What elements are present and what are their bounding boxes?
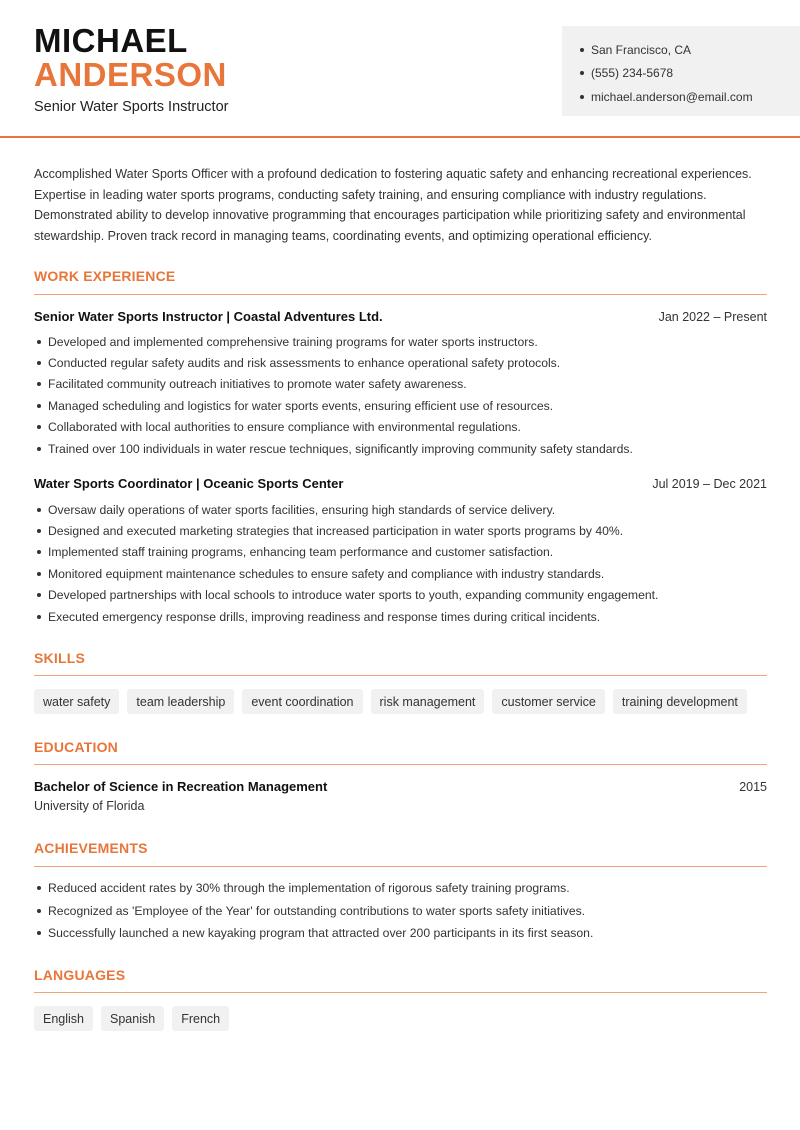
section-title-work: WORK EXPERIENCE	[34, 268, 176, 284]
language-tag: English	[34, 1006, 93, 1031]
list-item	[34, 417, 767, 438]
section-divider	[34, 764, 767, 765]
bullet-icon	[37, 886, 41, 890]
contact-email	[580, 85, 800, 109]
skill-tag: customer service	[492, 689, 604, 714]
bullet-text: Trained over 100 individuals in water rescue techniques, significantly improving community safety standards.	[48, 441, 633, 456]
section-title-languages: LANGUAGES	[34, 967, 126, 983]
bullet-icon	[37, 361, 41, 365]
resume-header	[0, 0, 800, 138]
bullet-icon	[580, 48, 584, 52]
bullet-icon	[37, 909, 41, 913]
bullet-text: Recognized as 'Employee of the Year' for outstanding contributions to water sports safety initiatives.	[48, 903, 586, 918]
professional-summary: Accomplished Water Sports Officer with a profound dedication to fostering aquatic safety and enhancing recreational experiences. Expertise in leading water sports programs, conducting safety training, and ensuring compliance with industry regulations. Demonstrated ability to develop innovative programming that encourages participation while prioritizing safety and environmental stewardship. Proven track record in managing teams, coordinating events, and optimizing operational efficiency.	[34, 167, 752, 243]
bullet-icon	[580, 71, 584, 75]
first-name: MICHAEL	[34, 22, 188, 59]
bullet-icon	[37, 404, 41, 408]
bullet-text: Executed emergency response drills, improving readiness and response times during critical incidents.	[48, 609, 601, 624]
section-title-achievements: ACHIEVEMENTS	[34, 840, 148, 856]
list-item	[34, 922, 767, 945]
bullet-text: Oversaw daily operations of water sports facilities, ensuring high standards of service delivery.	[48, 502, 556, 517]
job-bullets-2	[34, 499, 767, 627]
list-item	[34, 331, 767, 352]
email-text[interactable]: michael.anderson@email.com	[591, 89, 753, 104]
job-title: Senior Water Sports Instructor	[34, 99, 229, 115]
list-item	[34, 585, 767, 606]
skill-tag: event coordination	[242, 689, 362, 714]
list-item	[34, 395, 767, 416]
bullet-icon	[37, 340, 41, 344]
job-role: Senior Water Sports Instructor | Coastal Adventures Ltd.	[34, 309, 383, 324]
list-item	[34, 563, 767, 584]
section-divider	[34, 866, 767, 867]
degree: Bachelor of Science in Recreation Management	[34, 779, 328, 794]
list-item	[34, 542, 767, 563]
bullet-icon	[580, 95, 584, 99]
bullet-text: Facilitated community outreach initiatives to promote water safety awareness.	[48, 377, 467, 392]
bullet-icon	[37, 615, 41, 619]
bullet-icon	[37, 593, 41, 597]
achievement-bullets	[34, 877, 767, 945]
list-item	[34, 606, 767, 627]
skill-tag: team leadership	[127, 689, 234, 714]
section-title-education: EDUCATION	[34, 739, 118, 755]
bullet-text: Designed and executed marketing strategies that increased participation in water sports programs by 40%.	[48, 524, 624, 539]
job-header-2	[34, 476, 767, 491]
section-title-skills: SKILLS	[34, 650, 85, 666]
bullet-text: Conducted regular safety audits and risk assessments to enhance operational safety protocols.	[48, 356, 561, 371]
bullet-text: Reduced accident rates by 30% through the implementation of rigorous safety training programs.	[48, 881, 570, 896]
bullet-text: Collaborated with local authorities to ensure compliance with environmental regulations.	[48, 420, 521, 435]
bullet-text: Developed partnerships with local schools to introduce water sports to youth, expanding community engagement.	[48, 588, 659, 603]
last-name: ANDERSON	[34, 56, 227, 93]
graduation-year: 2015	[739, 779, 767, 794]
bullet-text: Developed and implemented comprehensive training programs for water sports instructors.	[48, 334, 538, 349]
section-divider	[34, 675, 767, 676]
language-tag: Spanish	[101, 1006, 164, 1031]
job-dates: Jul 2019 – Dec 2021	[652, 476, 767, 491]
bullet-icon	[37, 425, 41, 429]
school-name: University of Florida	[34, 799, 145, 813]
bullet-text: Successfully launched a new kayaking program that attracted over 200 participants in its first season.	[48, 926, 594, 941]
list-item	[34, 499, 767, 520]
bullet-text: Managed scheduling and logistics for water sports events, ensuring efficient use of resources.	[48, 398, 554, 413]
job-header-1	[34, 309, 767, 324]
language-tags	[34, 1006, 229, 1031]
phone-text: (555) 234-5678	[591, 66, 674, 81]
bullet-icon	[37, 931, 41, 935]
list-item	[34, 438, 767, 459]
list-item	[34, 520, 767, 541]
skill-tag: water safety	[34, 689, 119, 714]
section-divider	[34, 294, 767, 295]
section-divider	[34, 992, 767, 993]
list-item	[34, 877, 767, 900]
location-text: San Francisco, CA	[591, 42, 692, 57]
contact-phone	[580, 62, 800, 86]
contact-box	[562, 26, 800, 116]
education-header	[34, 779, 767, 794]
bullet-icon	[37, 508, 41, 512]
bullet-text: Implemented staff training programs, enhancing team performance and customer satisfaction.	[48, 545, 554, 560]
bullet-icon	[37, 447, 41, 451]
job-dates: Jan 2022 – Present	[658, 309, 767, 324]
bullet-icon	[37, 572, 41, 576]
skill-tag: risk management	[371, 689, 485, 714]
skill-tag: training development	[613, 689, 747, 714]
list-item	[34, 900, 767, 923]
job-bullets-1	[34, 331, 767, 459]
bullet-icon	[37, 550, 41, 554]
job-role: Water Sports Coordinator | Oceanic Sports Center	[34, 476, 344, 491]
skills-tags	[34, 689, 747, 714]
contact-location	[580, 38, 800, 62]
bullet-icon	[37, 382, 41, 386]
language-tag: French	[172, 1006, 229, 1031]
bullet-text: Monitored equipment maintenance schedules to ensure safety and compliance with industry standards.	[48, 566, 605, 581]
bullet-icon	[37, 529, 41, 533]
list-item	[34, 374, 767, 395]
list-item	[34, 352, 767, 373]
